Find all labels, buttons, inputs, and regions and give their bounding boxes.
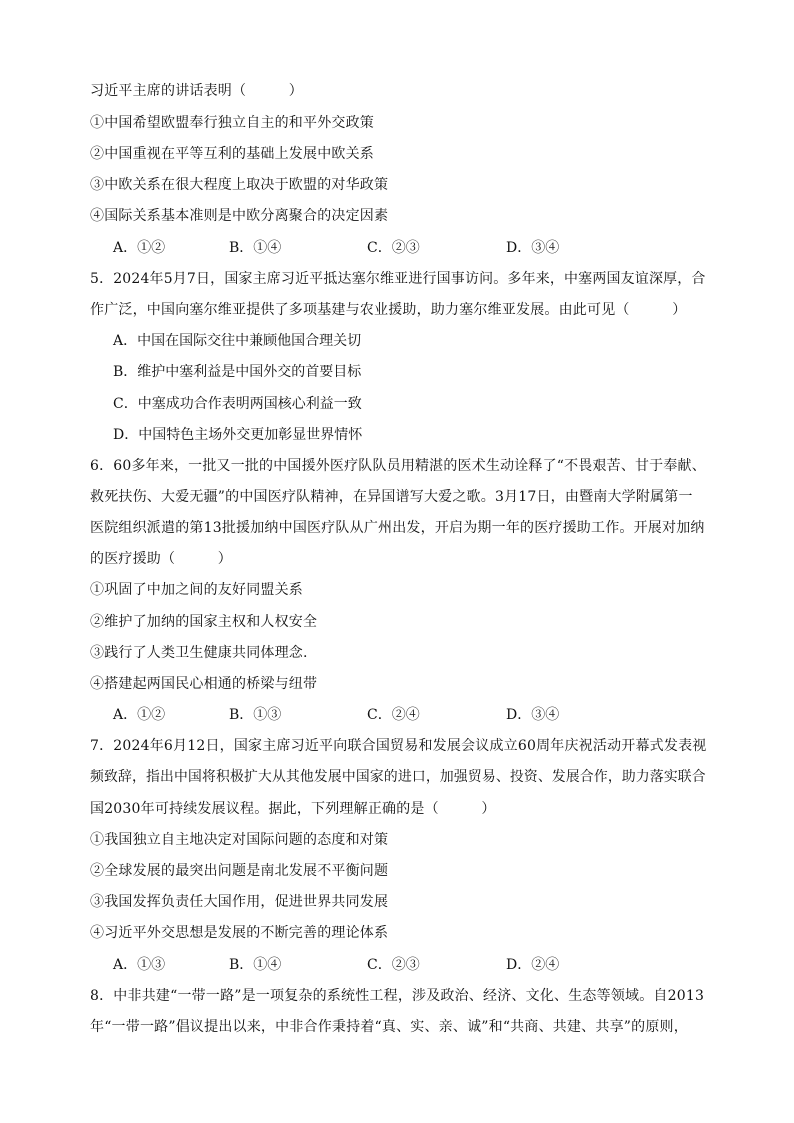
q7-line-3: 国2030年可持续发展议程。据此，下列理解正确的是（ ） [90,801,496,817]
q6-option-b: B．①③ [229,707,282,723]
q6-option-d: D．③④ [506,707,560,723]
q4-option-b: B．①④ [229,240,282,256]
q7-statement-3: ③我国发挥负责任大国作用，促进世界共同发展 [90,894,389,910]
q6-line-4: 的医疗援助（ ） [90,551,232,567]
q8-line-2: 年“一带一路”倡议提出以来，中非合作秉持着“真、实、亲、诚”和“共商、共建、共享”的原则， [90,1019,688,1035]
q5-option-c: C．中塞成功合作表明两国核心利益一致 [113,396,362,412]
q6-line-3: 医院组织派遣的第13批援加纳中国医疗队从广州出发，开启为期一年的医疗援助工作。开展对加纳 [90,520,705,536]
q5-option-b: B．维护中塞利益是中国外交的首要目标 [113,364,362,380]
q8-line-1: 8．中非共建“一带一路”是一项复杂的系统性工程，涉及政治、经济、文化、生态等领域。自2013 [90,988,705,1004]
q7-statement-4: ④习近平外交思想是发展的不断完善的理论体系 [90,925,389,941]
q7-option-b: B．①④ [229,957,282,973]
q7-line-2: 频致辞，指出中国将积极扩大从其他发展中国家的进口，加强贸易、投资、发展合作，助力落实联合 [90,769,706,785]
q4-option-a: A．①② [113,240,166,256]
q7-option-c: C．②③ [367,957,420,973]
q4-option-c: C．②③ [367,240,420,256]
q4-option-d: D．③④ [506,240,560,256]
q6-statement-2: ②维护了加纳的国家主权和人权安全 [90,614,318,630]
q6-statement-4: ④搭建起两国民心相通的桥梁与纽带 [90,676,318,692]
q7-option-a: A．①③ [113,957,166,973]
q5-option-d: D．中国特色主场外交更加彰显世界情怀 [113,427,363,443]
q7-option-d: D．②④ [506,957,560,973]
q4-stem: 习近平主席的讲话表明（ ） [90,83,303,99]
q7-line-1: 7．2024年6月12日，国家主席习近平向联合国贸易和发展会议成立60周年庆祝活动开幕式发表视 [90,738,707,754]
q5-line-1: 5．2024年5月7日，国家主席习近平抵达塞尔维亚进行国事访问。多年来，中塞两国友谊深厚，合 [90,271,706,287]
q6-line-2: 救死扶伤、大爱无疆”的中国医疗队精神，在异国谱写大爱之歌。3月17日，由暨南大学附属第一 [90,489,693,505]
q6-line-1: 6．60多年来，一批又一批的中国援外医疗队队员用精湛的医术生动诠释了“不畏艰苦、甘于奉献、 [90,458,706,474]
q5-line-2: 作广泛，中国向塞尔维亚提供了多项基建与农业援助，助力塞尔维亚发展。由此可见（ ） [90,302,687,318]
q6-statement-1: ①巩固了中加之间的友好同盟关系 [90,582,303,598]
q4-statement-4: ④国际关系基本准则是中欧分离聚合的决定因素 [90,208,389,224]
q6-statement-3: ③践行了人类卫生健康共同体理念. [90,645,308,661]
q6-option-c: C．②④ [367,707,420,723]
q6-option-a: A．①② [113,707,166,723]
q4-statement-1: ①中国希望欧盟奉行独立自主的和平外交政策 [90,115,374,131]
q7-statement-2: ②全球发展的最突出问题是南北发展不平衡问题 [90,863,389,879]
q4-statement-3: ③中欧关系在很大程度上取决于欧盟的对华政策 [90,177,389,193]
q7-statement-1: ①我国独立自主地决定对国际问题的态度和对策 [90,832,389,848]
q4-statement-2: ②中国重视在平等互利的基础上发展中欧关系 [90,146,374,162]
q5-option-a: A．中国在国际交往中兼顾他国合理关切 [113,333,362,349]
